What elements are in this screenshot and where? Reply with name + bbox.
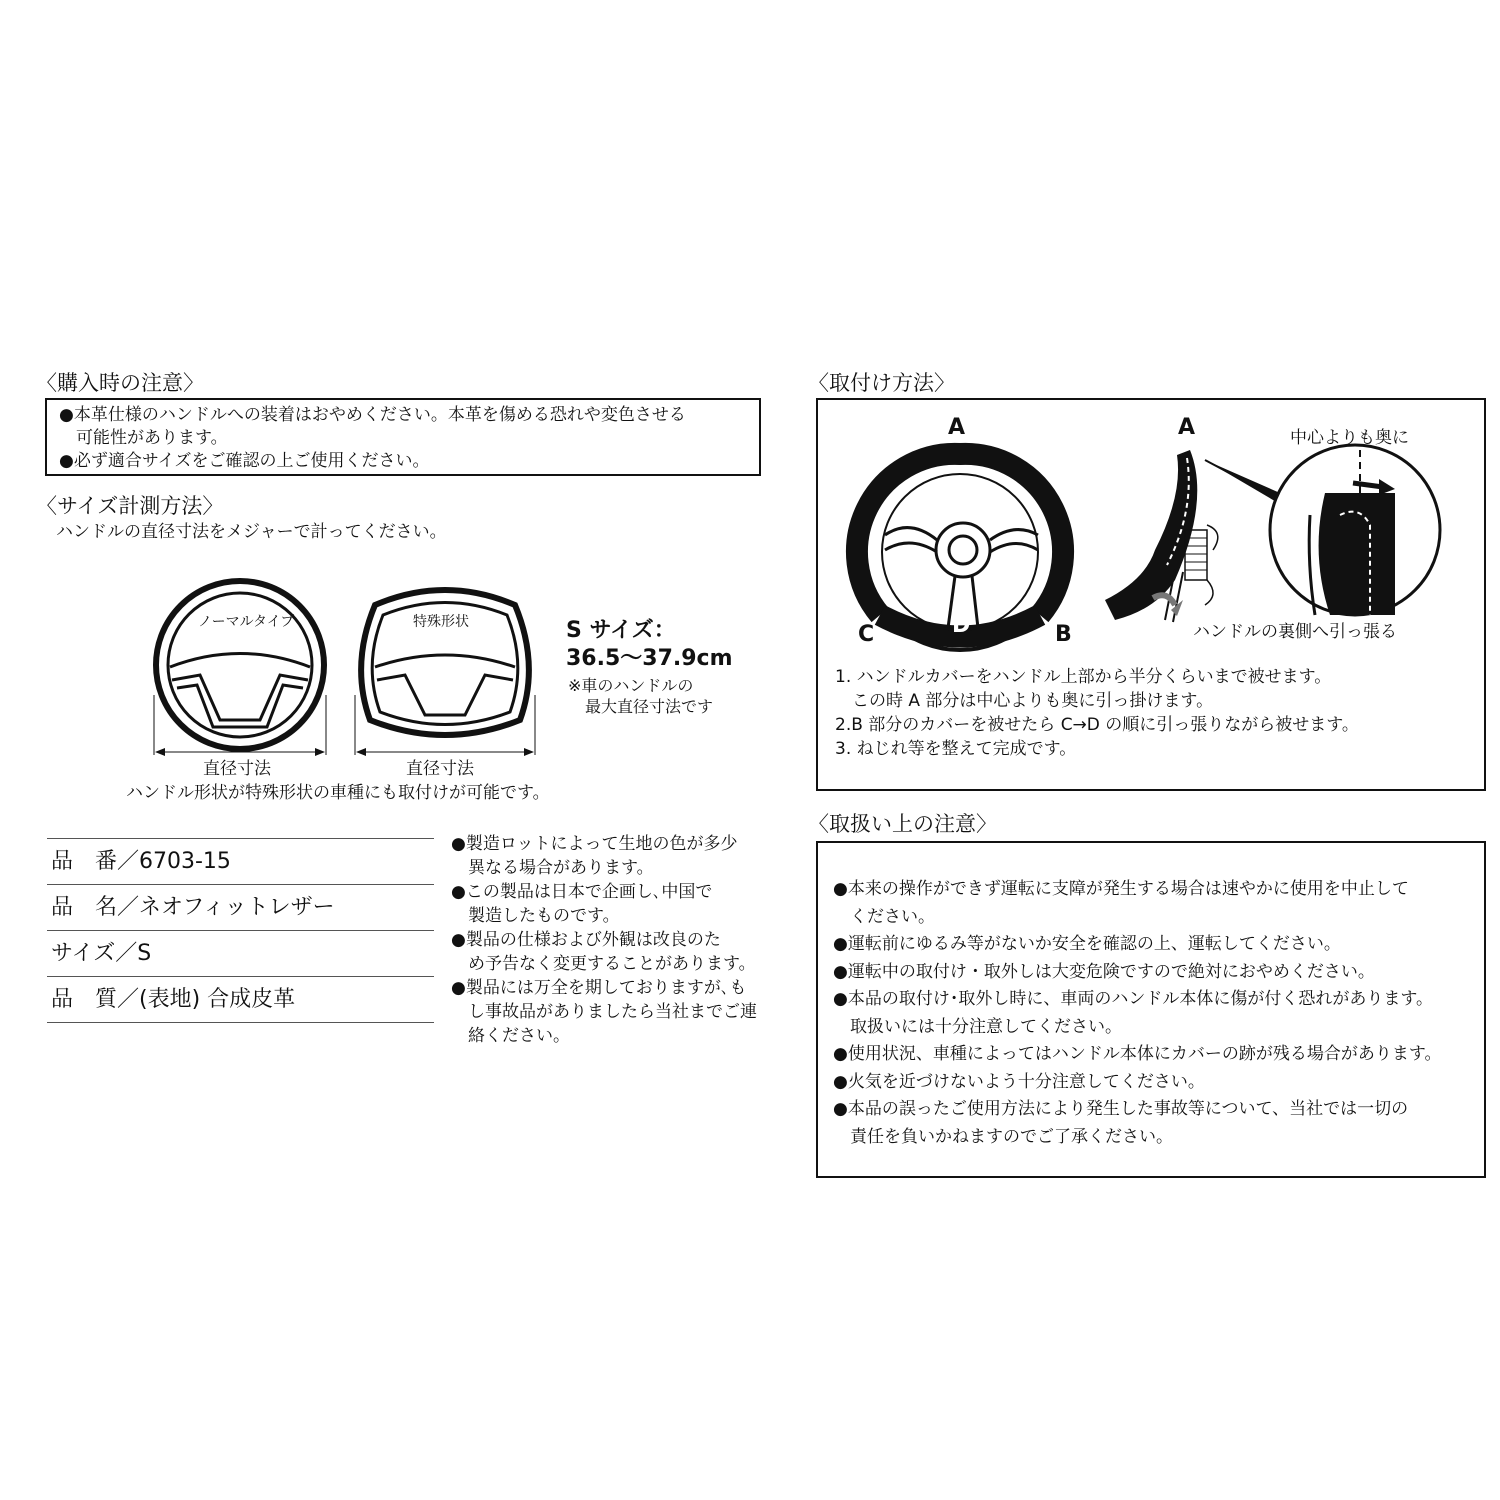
handling-lines (833, 876, 1441, 1151)
special-shape-label: 特殊形状 (413, 614, 469, 630)
size-title: S サイズ： (566, 618, 676, 643)
install-step-line: この時 A 部分は中心よりも奥に引っ掛けます。 (835, 691, 1214, 711)
purchase-line: ●本革仕様のハンドルへの装着はおやめください。本革を傷める恐れや変色させる (59, 405, 686, 425)
center-note: 中心よりも奥に (1290, 428, 1409, 448)
product-note-line: ●製品の仕様および外観は改良のた (451, 930, 721, 950)
product-note-line: め予告なく変更することがあります。 (451, 954, 756, 974)
purchase-heading: 〈購入時の注意〉 (36, 371, 204, 395)
label-a-side: A (1178, 415, 1196, 440)
handling-line: 取扱いには十分注意してください。 (833, 1016, 1122, 1037)
handling-line: ●本来の操作ができず運転に支障が発生する場合は速やかに使用を中止して (833, 879, 1409, 899)
label-b: B (1055, 622, 1072, 647)
install-step-line: 1. ハンドルカバーをハンドル上部から半分くらいまで被せます。 (835, 667, 1332, 687)
handling-line: ●火気を近づけないよう十分注意してください。 (833, 1071, 1205, 1092)
product-note-line: ●製造ロットによって生地の色が多少 (451, 834, 738, 854)
install-heading: 〈取付け方法〉 (808, 371, 955, 395)
handling-line: ●運転前にゆるみ等がないか安全を確認の上、運転してください。 (833, 934, 1341, 954)
spec-row: 品 番／6703-15 (47, 838, 434, 884)
spec-row: サイズ／S (47, 930, 434, 976)
product-note-line: 異なる場合があります。 (451, 858, 654, 878)
size-note: 最大直径寸法です (585, 697, 714, 716)
measure-instruction: ハンドルの直径寸法をメジャーで計ってください。 (56, 522, 447, 542)
handling-heading: 〈取扱い上の注意〉 (808, 812, 997, 836)
handling-line: ●運転中の取付け・取外しは大変危険ですので絶対におやめください。 (833, 961, 1375, 982)
install-steps (835, 665, 1359, 761)
label-d: D (952, 613, 971, 638)
spec-divider (47, 1022, 434, 1023)
diameter-label-normal: 直径寸法 (203, 759, 271, 779)
label-c: C (858, 622, 875, 647)
handling-box (816, 841, 1486, 1178)
measure-heading: 〈サイズ計測方法〉 (36, 494, 224, 518)
spec-row: 品 名／ネオフィットレザー (47, 884, 434, 930)
handling-line: ●本品の取付け･取外し時に、車両のハンドル本体に傷が付く恐れがあります。 (833, 989, 1433, 1009)
label-a: A (948, 415, 966, 440)
handling-line: 責任を負いかねますのでご了承ください。 (833, 1126, 1173, 1147)
pull-note: ハンドルの裏側へ引っ張る (1193, 622, 1397, 642)
product-note-line: ●この製品は日本で企画し､中国で (451, 882, 713, 902)
size-note: ※車のハンドルの (568, 676, 694, 695)
purchase-line: 可能性があります。 (59, 428, 228, 448)
size-range: 36.5〜37.9cm (566, 646, 733, 671)
handling-line: ●本品の誤ったご使用方法により発生した事故等について、当社では一切の (833, 1099, 1409, 1119)
special-note: ハンドル形状が特殊形状の車種にも取付けが可能です。 (126, 783, 550, 803)
purchase-box (45, 398, 761, 476)
spec-row: 品 質／(表地) 合成皮革 (47, 976, 434, 1022)
install-wheel-diagram (850, 440, 1080, 640)
product-note-line: し事故品がありましたら当社までご連 (451, 1002, 757, 1022)
diameter-label-special: 直径寸法 (406, 759, 474, 779)
handling-line: ●使用状況、車種によってはハンドル本体にカバーの跡が残る場合があります。 (833, 1044, 1442, 1064)
handling-line: ください。 (833, 906, 935, 927)
install-step-line: 3. ねじれ等を整えて完成です。 (835, 739, 1077, 759)
product-note-line: 製造したものです。 (451, 906, 620, 926)
purchase-line: ●必ず適合サイズをご確認の上ご使用ください。 (59, 451, 430, 471)
product-note-line: ●製品には万全を期しておりますが､も (451, 978, 747, 998)
install-step-line: 2.B 部分のカバーを被せたら C→D の順に引っ張りながら被せます。 (835, 715, 1359, 735)
product-note-line: 絡ください。 (451, 1026, 570, 1046)
product-notes (451, 832, 757, 1048)
normal-type-label: ノーマルタイプ (198, 614, 295, 630)
magnified-detail (1195, 455, 1455, 625)
